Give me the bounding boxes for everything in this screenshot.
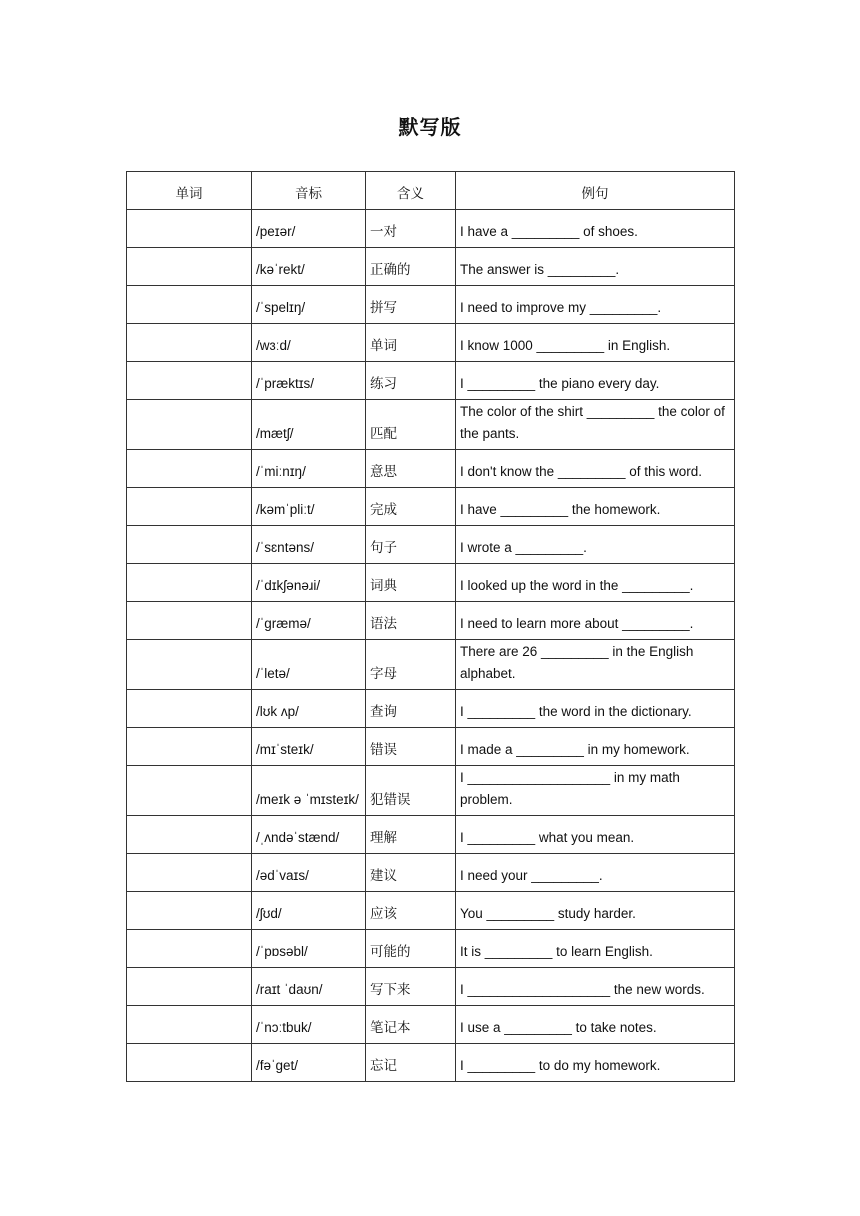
table-row: [127, 286, 735, 324]
phonetic-cell: /ˈpɒsəbl/: [252, 930, 366, 968]
example-cell: I need to learn more about _________.: [456, 602, 735, 640]
table-row: [127, 728, 735, 766]
word-blank-cell[interactable]: [127, 728, 252, 766]
table-row: [127, 450, 735, 488]
word-blank-cell[interactable]: [127, 816, 252, 854]
table-row: [127, 1006, 735, 1044]
meaning-cell: 可能的: [366, 930, 456, 968]
meaning-cell: 应该: [366, 892, 456, 930]
example-cell: I ___________________ the new words.: [456, 968, 735, 1006]
word-blank-cell[interactable]: [127, 1006, 252, 1044]
table-row: [127, 854, 735, 892]
phonetic-cell: /ˈnɔːtbuk/: [252, 1006, 366, 1044]
example-cell: I have a _________ of shoes.: [456, 210, 735, 248]
example-cell: I need to improve my _________.: [456, 286, 735, 324]
word-blank-cell[interactable]: [127, 892, 252, 930]
meaning-cell: 语法: [366, 602, 456, 640]
example-cell: I need your _________.: [456, 854, 735, 892]
meaning-cell: 句子: [366, 526, 456, 564]
header-phonetic: 音标: [252, 172, 366, 210]
table-row: [127, 1044, 735, 1082]
example-cell: I looked up the word in the _________.: [456, 564, 735, 602]
header-meaning: 含义: [366, 172, 456, 210]
meaning-cell: 犯错误: [366, 766, 456, 816]
meaning-cell: 正确的: [366, 248, 456, 286]
word-blank-cell[interactable]: [127, 324, 252, 362]
word-blank-cell[interactable]: [127, 526, 252, 564]
phonetic-cell: /mɪˈsteɪk/: [252, 728, 366, 766]
meaning-cell: 词典: [366, 564, 456, 602]
table-row: [127, 248, 735, 286]
example-cell: It is _________ to learn English.: [456, 930, 735, 968]
table-row: [127, 602, 735, 640]
meaning-cell: 一对: [366, 210, 456, 248]
word-blank-cell[interactable]: [127, 400, 252, 450]
table-row: [127, 324, 735, 362]
phonetic-cell: /wɜːd/: [252, 324, 366, 362]
vocabulary-table: [126, 171, 735, 1082]
example-cell: I ___________________ in my math problem.: [456, 766, 735, 816]
meaning-cell: 练习: [366, 362, 456, 400]
word-blank-cell[interactable]: [127, 766, 252, 816]
example-cell: I _________ the word in the dictionary.: [456, 690, 735, 728]
meaning-cell: 建议: [366, 854, 456, 892]
meaning-cell: 写下来: [366, 968, 456, 1006]
word-blank-cell[interactable]: [127, 1044, 252, 1082]
meaning-cell: 查询: [366, 690, 456, 728]
example-cell: I don't know the _________ of this word.: [456, 450, 735, 488]
phonetic-cell: /meɪk ə ˈmɪsteɪk/: [252, 766, 366, 816]
example-cell: I _________ what you mean.: [456, 816, 735, 854]
phonetic-cell: /ˌʌndəˈstænd/: [252, 816, 366, 854]
phonetic-cell: /ˈmiːnɪŋ/: [252, 450, 366, 488]
table-row: [127, 690, 735, 728]
phonetic-cell: /ˈspelɪŋ/: [252, 286, 366, 324]
phonetic-cell: /lʊk ʌp/: [252, 690, 366, 728]
meaning-cell: 理解: [366, 816, 456, 854]
example-cell: You _________ study harder.: [456, 892, 735, 930]
example-cell: There are 26 _________ in the English alphabet.: [456, 640, 735, 690]
table-row: [127, 488, 735, 526]
meaning-cell: 拼写: [366, 286, 456, 324]
table-row: [127, 564, 735, 602]
example-cell: I made a _________ in my homework.: [456, 728, 735, 766]
example-cell: I _________ to do my homework.: [456, 1044, 735, 1082]
word-blank-cell[interactable]: [127, 286, 252, 324]
meaning-cell: 忘记: [366, 1044, 456, 1082]
phonetic-cell: /ˈɡræmə/: [252, 602, 366, 640]
table-row: [127, 968, 735, 1006]
word-blank-cell[interactable]: [127, 450, 252, 488]
meaning-cell: 意思: [366, 450, 456, 488]
word-blank-cell[interactable]: [127, 564, 252, 602]
meaning-cell: 字母: [366, 640, 456, 690]
table-row: [127, 640, 735, 690]
table-row: [127, 210, 735, 248]
example-cell: I use a _________ to take notes.: [456, 1006, 735, 1044]
phonetic-cell: /ˈpræktɪs/: [252, 362, 366, 400]
table-row: [127, 766, 735, 816]
example-cell: I _________ the piano every day.: [456, 362, 735, 400]
word-blank-cell[interactable]: [127, 640, 252, 690]
word-blank-cell[interactable]: [127, 248, 252, 286]
table-row: [127, 362, 735, 400]
phonetic-cell: /kəˈrekt/: [252, 248, 366, 286]
word-blank-cell[interactable]: [127, 690, 252, 728]
table-header-row: [127, 172, 735, 210]
page-title: 默写版: [398, 115, 462, 139]
meaning-cell: 匹配: [366, 400, 456, 450]
table-row: [127, 930, 735, 968]
phonetic-cell: /ʃʊd/: [252, 892, 366, 930]
phonetic-cell: /mætʃ/: [252, 400, 366, 450]
word-blank-cell[interactable]: [127, 930, 252, 968]
example-cell: The color of the shirt _________ the color of the pants.: [456, 400, 735, 450]
word-blank-cell[interactable]: [127, 968, 252, 1006]
meaning-cell: 笔记本: [366, 1006, 456, 1044]
phonetic-cell: /ˈsɛntəns/: [252, 526, 366, 564]
meaning-cell: 错误: [366, 728, 456, 766]
header-word: 单词: [127, 172, 252, 210]
phonetic-cell: /raɪt ˈdaʊn/: [252, 968, 366, 1006]
example-cell: I have _________ the homework.: [456, 488, 735, 526]
phonetic-cell: /ˈletə/: [252, 640, 366, 690]
phonetic-cell: /peɪər/: [252, 210, 366, 248]
phonetic-cell: /ədˈvaɪs/: [252, 854, 366, 892]
phonetic-cell: /ˈdɪkʃənəɹi/: [252, 564, 366, 602]
example-cell: The answer is _________.: [456, 248, 735, 286]
word-blank-cell[interactable]: [127, 602, 252, 640]
table-row: [127, 816, 735, 854]
word-blank-cell[interactable]: [127, 210, 252, 248]
word-blank-cell[interactable]: [127, 854, 252, 892]
meaning-cell: 单词: [366, 324, 456, 362]
phonetic-cell: /kəmˈpliːt/: [252, 488, 366, 526]
phonetic-cell: /fəˈget/: [252, 1044, 366, 1082]
table-row: [127, 892, 735, 930]
table-row: [127, 526, 735, 564]
header-example: 例句: [456, 172, 735, 210]
table-row: [127, 400, 735, 450]
meaning-cell: 完成: [366, 488, 456, 526]
example-cell: I wrote a _________.: [456, 526, 735, 564]
word-blank-cell[interactable]: [127, 362, 252, 400]
example-cell: I know 1000 _________ in English.: [456, 324, 735, 362]
word-blank-cell[interactable]: [127, 488, 252, 526]
